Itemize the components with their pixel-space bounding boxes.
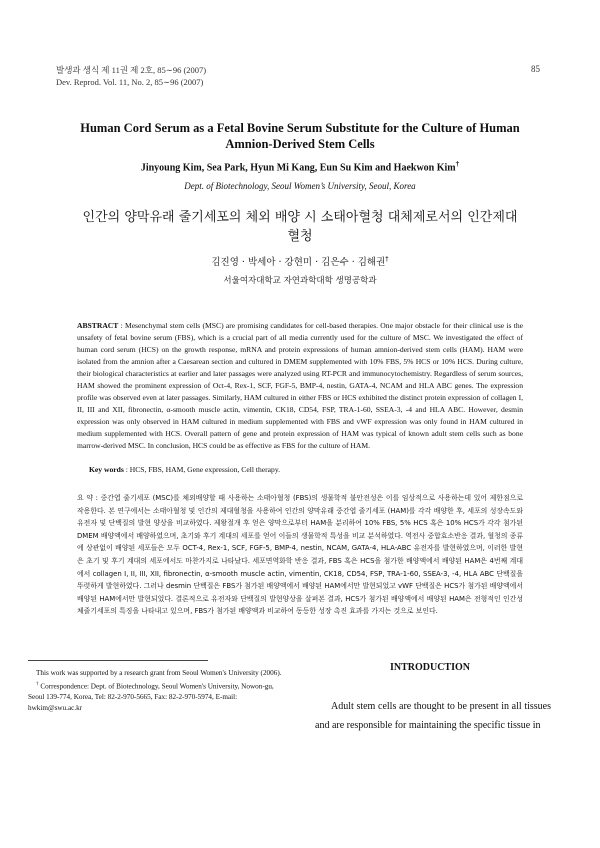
footnote-divider <box>28 660 208 661</box>
keywords <box>89 465 280 474</box>
affiliation: Dept. of Biotechnology, Seoul Women’s University, Seoul, Korea <box>184 181 416 191</box>
page-number: 85 <box>531 64 540 74</box>
paper-title: Human Cord Serum as a Fetal Bovine Serum Substitute for the Culture of Human Amnion-Derived Stem Cells <box>80 121 520 151</box>
journal-header-korean: 발생과 생식 제 11권 제 2호, 85∼96 (2007) <box>56 65 207 75</box>
abstract <box>77 320 523 452</box>
introduction-heading: INTRODUCTION <box>389 662 470 673</box>
korean-title: 인간의 양막유래 줄기세포의 체외 배양 시 소태아혈청 대체제로서의 인간제대혈청 <box>82 210 518 244</box>
introduction-body <box>315 697 551 735</box>
author-names: Jinyoung Kim, Sea Park, Hyun Mi Kang, Eun Su Kim and Haekwon Kim <box>140 162 456 174</box>
introduction-text: Adult stem cells are thought to be present in all tissues and are responsible for maintaining the specific tissue in <box>315 701 551 731</box>
korean-corresponding-mark: † <box>385 254 389 263</box>
abstract-label: ABSTRACT <box>77 321 119 330</box>
korean-abstract: 요 약 : 중간엽 줄기세포 (MSC)를 체외배양할 때 사용하는 소태아혈청 (FBS)의 생물학적 불안전성은 이를 임상적으로 사용하는데 있어 제한점으로 작용한다. 본 연구에서는 소태아혈청 및 인간의 제대혈청을 사용하여 인간의 양막유래 중간엽 줄기세포 (HAM)를 각각 배양한 후, 세포의 성장속도와 유전자 및 단백질의 발현 양상을 비교하였다. 제왕절개 후 얻은 양막으로부터 HAM을 분리하여 10% FBS, 5% HCS 혹은 10% HCS가 각각 첨가된 DMEM 배양액에서 배양하였으며, 초기와 후기 계대의 세포를 얻어 이들의 생물학적 특성을 비교 분석하였다. 역전사 중합효소반응 결과, 혈청의 종류에 상관없이 배양된 세포들은 모두 OCT-4, Rex-1, SCF, FGF-5, BMP-4, nestin, NCAM, GATA-4, HLA-ABC 유전자를 발현하였으며, 이러한 발현은 초기 및 후기 계대의 세포에서도 마찬가지로 나타났다. 세포면역화학 반응 결과, FBS 혹은 HCS을 첨가한 배양액에서 배양된 HAM은 4번째 계대에서 collagen I, II, III, XII, fibronectin, α-smooth muscle actin, vimentin, CK18, CD54, FSP, TRA-1-60, SSEA-3, -4, HLA ABC 단백질을 뚜렷하게 발현하였다. 그러나 desmin 단백질은 FBS가 첨가된 배양액에서 배양된 HAM에서만 발현되었고 vWF 단백질은 HCS가 첨가된 배양액에서 배양된 HAM에서만 발현되었다. 결론적으로 유전자와 단백질의 발현양상을 살펴본 결과, HCS가 첨가된 배양액에서 배양된 HAM은 전형적인 인간성체줄기세포의 특징을 나타내고 있으며, FBS가 첨가된 배양액과 비교하여 동등한 성장 촉진 효과를 가지는 것으로 보인다. <box>77 494 523 616</box>
correspondence-note <box>28 679 290 714</box>
journal-header-english: Dev. Reprod. Vol. 11, No. 2, 85∼96 (2007) <box>56 77 204 87</box>
korean-affiliation: 서울여자대학교 자연과학대학 생명공학과 <box>223 276 377 286</box>
correspondence-text: Correspondence: Dept. of Biotechnology, Seoul Women's University, Nowon-gu, Seoul 139-774, Korea, Tel: 82-2-970-5665, Fax: 82-2-970-5974, E-mail: hwkim@swu.ac.kr <box>28 682 274 713</box>
keywords-label: Key words <box>89 465 124 474</box>
korean-author-names: 김진영 · 박세아 · 강현미 · 김은수 · 김해권 <box>211 257 386 268</box>
journal-header <box>56 64 206 88</box>
abstract-text: : Mesenchymal stem cells (MSC) are promising candidates for cell-based therapies. One major obstacle for their clinical use is the unsafety of fetal bovine serum (FBS), which is a crucial part of all media currently used for the culture of MSC. We investigated the effect of human cord serum (HCS) on the growth response, mRNA and protein expressions of human amnion-derived stem cells (HAM). HAM were isolated from the amnion after a Caesarean section and cultured in DMEM supplemented with 10% FBS, 5% HCS or 10% HCS. During culture, their biological characteristics at earlier and later passages were analyzed using RT-PCR and immunocytochemistry. Regardless of serum sources, HAM showed the prominent expression of Oct-4, Rex-1, SCF, FGF-5, BMP-4, nestin, GATA-4, NCAM and HLA ABC genes. The expression profile was observed even at later passages. Similarly, HAM cultured in either FBS or HCS exhibited the distinct protein expression of collagen I, II, III and XII, fibronectin, α-smooth muscle actin, vimentin, CK18, CD54, FSP, TRA-1-60, SSEA-3, -4 and HLA ABC. However, desmin expression was only observed in HAM cultured in medium supplemented with FBS and vWF expression was only found in HAM cultured in medium supplemented with HCS. Overall pattern of gene and protein expression of HAM was typical of known adult stem cells such as bone marrow-derived MSC. In conclusion, HCS could be as effective as FBS for the culture of HAM. <box>77 321 523 450</box>
footnote <box>28 668 290 714</box>
author-list <box>60 160 540 173</box>
correspondence-mark: † <box>36 682 39 687</box>
funding-note: This work was supported by a research grant from Seoul Women's University (2006). <box>36 669 282 677</box>
korean-author-list <box>60 254 540 268</box>
corresponding-author-mark: † <box>455 160 460 168</box>
keywords-text: : HCS, FBS, HAM, Gene expression, Cell therapy. <box>123 465 281 474</box>
